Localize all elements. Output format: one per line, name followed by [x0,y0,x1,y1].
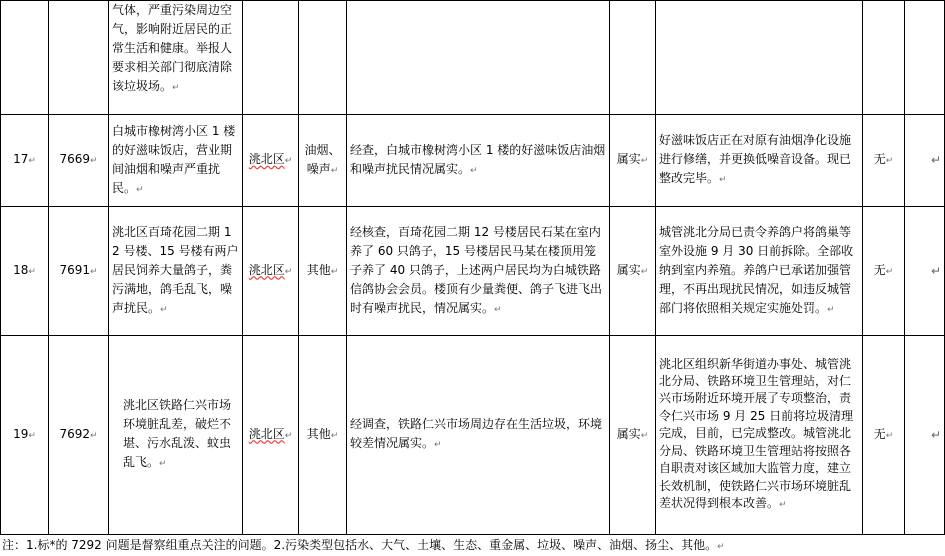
result-cell: 洮北区组织新华街道办事处、城管洮北分局、铁路环境卫生管理站，对仁兴市场附近环境开展了专项整治，责令仁兴市场 9 月 25 日前将垃圾清理完成，目前，已完成整改。城管洮北分局、铁路环境卫生管理站将按照各自职责对该区域加大监管力度，建立长效机制，使铁路仁兴市场环境脏乱差状况得到根本改善。↵ [656,336,863,535]
end-cell: ↵ [905,336,945,535]
blame-cell [863,1,905,115]
verdict-cell: 属实↵ [610,207,656,336]
blame-cell: 无↵ [863,336,905,535]
district-cell: 洮北区↵ [243,207,299,336]
seq-cell: 19↵ [1,336,49,535]
result-cell: 好滋味饭店正在对原有油烟净化设施进行修缮，并更换低噪音设备。现已整改完毕。↵ [656,115,863,207]
end-cell: ↵ [905,115,945,207]
id-cell [49,1,109,115]
issue-cell: 洮北区铁路仁兴市场环境脏乱差，破烂不堪、污水乱泼、蚊虫乱飞。↵ [109,336,243,535]
type-cell: 其他↵ [299,207,347,336]
id-cell: 7691↵ [49,207,109,336]
district-cell: 洮北区↵ [243,115,299,207]
issue-cell: 洮北区百琦花园二期 12 号楼、15 号楼有两户居民饲养大量鸽子，粪污满地，鸽毛乱飞，噪声扰民。↵ [109,207,243,336]
result-cell [656,1,863,115]
verdict-cell: 属实↵ [610,336,656,535]
table-row [1,207,945,336]
result-cell: 城管洮北分局已责令养鸽户将鸽巢等室外设施 9 月 30 日前拆除。全部收纳到室内养殖。养鸽户已承诺加强管理，不再出现扰民情况，如违反城管部门将依照相关规定实施处罚。↵ [656,207,863,336]
end-cell [905,1,945,115]
blame-cell: 无↵ [863,207,905,336]
verdict-cell: 属实↵ [610,115,656,207]
id-cell: 7692↵ [49,336,109,535]
verdict-cell [610,1,656,115]
district-cell: 洮北区↵ [243,336,299,535]
type-cell: 油烟、噪声↵ [299,115,347,207]
finding-cell: 经查，白城市橡树湾小区 1 楼的好滋味饭店油烟和噪声扰民情况属实。↵ [347,115,610,207]
end-cell: ↵ [905,207,945,336]
id-cell: 7669↵ [49,115,109,207]
finding-cell [347,1,610,115]
table-row [1,115,945,207]
finding-cell: 经调查，铁路仁兴市场周边存在生活垃圾，环境较差情况属实。↵ [347,336,610,535]
seq-cell [1,1,49,115]
seq-cell: 17↵ [1,115,49,207]
footnote: 注：1.标*的 7292 问题是督察组重点关注的问题。2.污染类型包括水、大气、土壤、生态、重金属、垃圾、噪声、油烟、扬尘、其他。↵ [2,538,725,552]
issue-cell: 气体，严重污染周边空气，影响附近居民的正常生活和健康。举报人要求相关部门彻底清除该垃圾场。↵ [109,1,243,115]
table-row [1,1,945,115]
blame-cell: 无↵ [863,115,905,207]
finding-cell: 经核查，百琦花园二期 12 号楼居民石某在室内养了 60 只鸽子，15 号楼居民马某在楼顶用笼子养了 40 只鸽子，上述两户居民均为白城铁路信鸽协会会员。楼顶有少量粪便、鸽子飞进飞出时有噪声扰民，情况属实。↵ [347,207,610,336]
district-cell [243,1,299,115]
type-cell: 其他↵ [299,336,347,535]
seq-cell: 18↵ [1,207,49,336]
issue-cell: 白城市橡树湾小区 1 楼的好滋味饭店，营业期间油烟和噪声严重扰民。↵ [109,115,243,207]
table-row [1,336,945,535]
type-cell [299,1,347,115]
